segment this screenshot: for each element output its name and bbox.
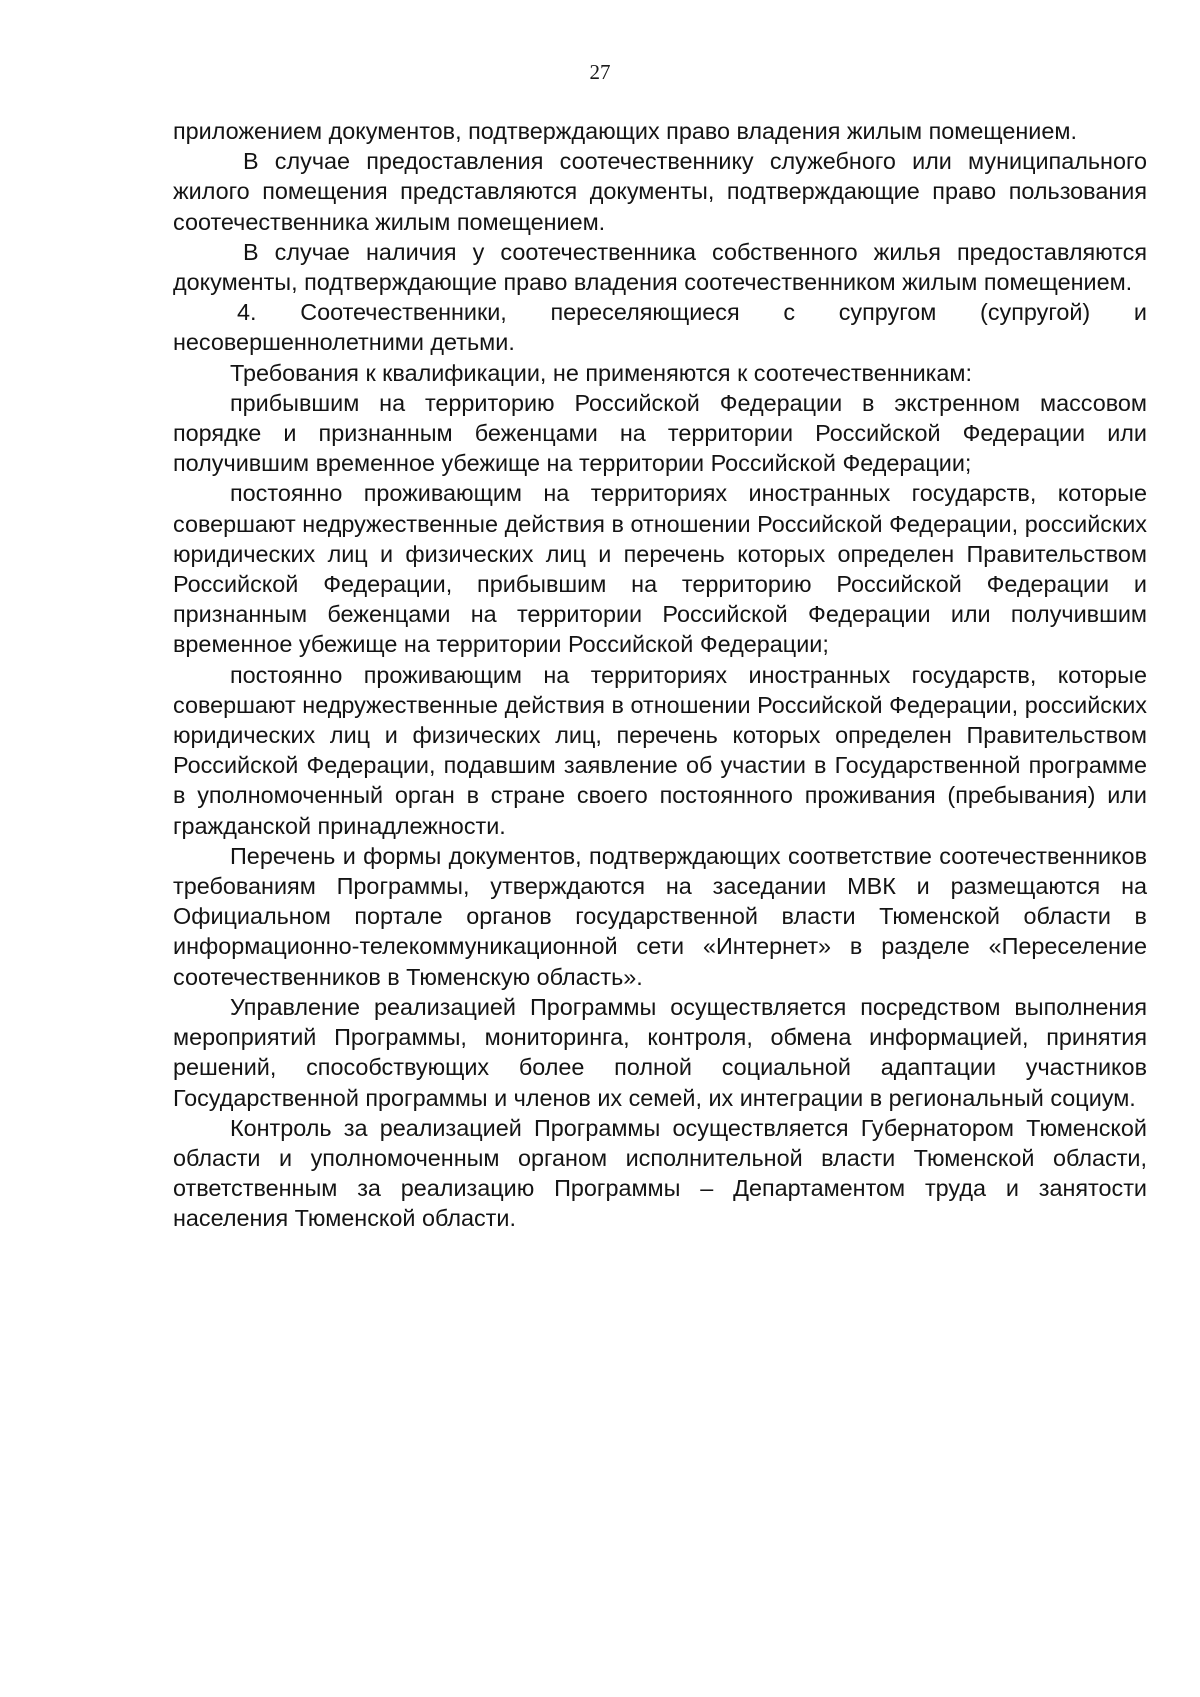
paragraph-program-control: Контроль за реализацией Программы осуществляется Губернатором Тюменской области и уполномоченным органом исполнительной власти Тюменской области, ответственным за реализацию Программы – Департаментом труда и занятости населения Тюменской области. [173,1114,1147,1232]
paragraph-emergency-arrivals: прибывшим на территорию Российской Федерации в экстренном массовом порядке и признанным беженцами на территории Российской Федерации или получившим временное убежище на территории Российской Федерации; [173,389,1147,477]
paragraph-own-housing: В случае наличия у соотечественника собственного жилья предоставляются документы, подтверждающие право владения соотечественником жилым помещением. [173,238,1147,296]
paragraph-service-housing: В случае предоставления соотечественнику служебного или муниципального жилого помещения представляются документы, подтверждающие право пользования соотечественника жилым помещением. [173,148,1147,235]
document-body [173,116,1147,1234]
paragraph-document-forms: Перечень и формы документов, подтверждающих соответствие соотечественников требованиям Программы, утверждаются на заседании МВК и размещаются на Официальном портале органов государственной власти Тюменской области в информационно-телекоммуникационной сети «Интернет» в разделе «Переселение соотечественников в Тюменскую область». [173,842,1147,990]
paragraph-qualification-requirements: Требования к квалификации, не применяются к соотечественникам: [230,359,972,386]
paragraph-program-management: Управление реализацией Программы осуществляется посредством выполнения мероприятий Программы, мониторинга, контроля, обмена информацией, принятия решений, способствующих более полной социальной адаптации участников Государственной программы и членов их семей, их интеграции в региональный социум. [173,993,1147,1111]
page-number: 27 [589,60,611,84]
paragraph-unfriendly-states-applied: постоянно проживающим на территориях иностранных государств, которые совершают недружественные действия в отношении Российской Федерации, российских юридических лиц и физических лиц, перечень которых определен Правительством Российской Федерации, подавшим заявление об участии в Государственной программе в уполномоченный орган в стране своего постоянного проживания (пребывания) или гражданской принадлежности. [173,661,1147,839]
paragraph-continuation: приложением документов, подтверждающих право владения жилым помещением. [173,118,1077,144]
paragraph-unfriendly-states-arrived: постоянно проживающим на территориях иностранных государств, которые совершают недружественные действия в отношении Российской Федерации, российских юридических лиц и физических лиц и перечень которых определен Правительством Российской Федерации, прибывшим на территорию Российской Федерации и признанным беженцами на территории Российской Федерации или получившим временное убежище на территории Российской Федерации; [173,480,1147,658]
paragraph-item-4: 4. Соотечественники, переселяющиеся с супругом (супругой) и несовершеннолетними детьми. [173,299,1147,356]
